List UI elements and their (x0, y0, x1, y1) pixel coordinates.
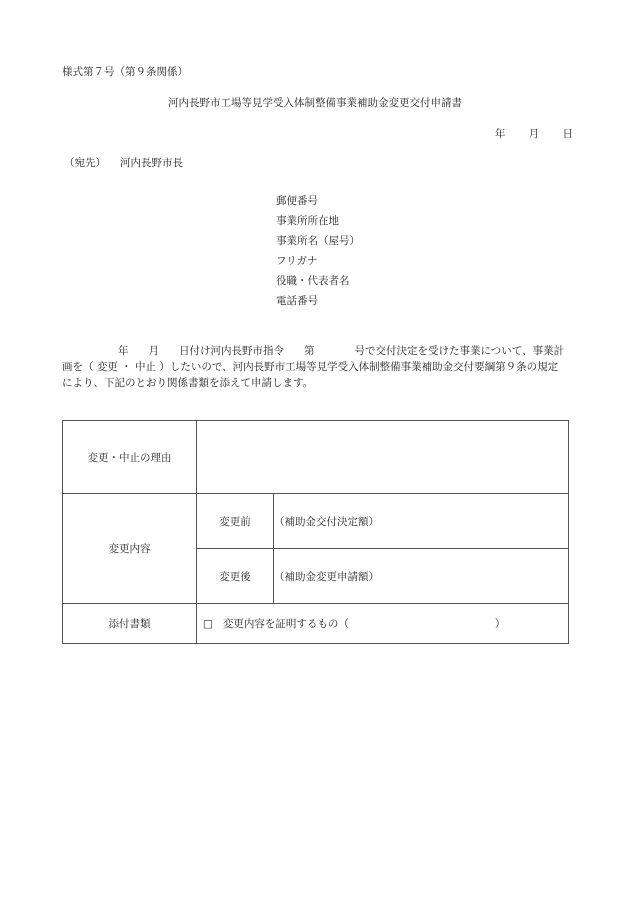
attach-close: ） (494, 618, 506, 630)
statement-year: 年 (118, 345, 129, 357)
before-note: （補助金交付決定額） (274, 515, 379, 528)
date-month: 月 (528, 128, 540, 140)
statement-month: 月 (148, 345, 159, 357)
statement-number-prefix: 第 (304, 345, 315, 357)
document-title: 河内長野市工場等見学受入体制整備事業補助金変更交付申請書 (168, 97, 462, 109)
representative-label: 役職・代表者名 (276, 275, 350, 287)
office-address-label: 事業所所在地 (276, 215, 339, 227)
reason-label: 変更・中止の理由 (87, 451, 172, 464)
addressee (64, 155, 183, 170)
reason-label-cell (63, 421, 197, 494)
application-statement (62, 343, 568, 391)
after-value-cell[interactable] (274, 549, 569, 604)
form-number: 様式第７号（第９条関係） (62, 66, 188, 78)
content-label: 変更内容 (108, 543, 151, 555)
office-name-label: 事業所名（屋号） (276, 235, 360, 247)
attach-checkbox[interactable]: □ (203, 618, 213, 630)
date-line (495, 126, 573, 141)
content-label-cell (63, 494, 197, 604)
applicant-fields (276, 191, 360, 311)
before-label-cell (197, 494, 274, 549)
attach-label: 添付書類 (108, 618, 151, 630)
addressee-name: 河内長野市長 (120, 157, 183, 169)
attach-value-cell (197, 604, 569, 644)
change-details-table (62, 420, 569, 644)
furigana-label: フリガナ (276, 255, 318, 267)
attach-text: 変更内容を証明するもの（ (222, 618, 349, 630)
date-day: 日 (562, 128, 573, 140)
after-note: （補助金変更申請額） (274, 570, 379, 583)
after-label-cell (197, 549, 274, 604)
before-value-cell[interactable] (274, 494, 569, 549)
statement-text: 号で交付決定を受けた事業について、事業計画を（ 変更 ・ 中止 ）したいので、河内長野市工場等見学受入体制整備事業補助金交付要綱第９条の規定により、下記のとおり関係書類を添えて申請します。 (62, 345, 565, 389)
statement-date-part: 日付け河内長野市指令 (179, 345, 284, 357)
postal-code-label: 郵便番号 (276, 195, 318, 207)
before-label: 変更前 (219, 515, 251, 528)
attach-label-cell (63, 604, 197, 644)
phone-label: 電話番号 (276, 295, 318, 307)
date-year: 年 (494, 128, 506, 140)
reason-value-cell[interactable] (197, 421, 569, 494)
addressee-prefix: （宛先） (64, 157, 106, 169)
after-label: 変更後 (219, 570, 251, 583)
